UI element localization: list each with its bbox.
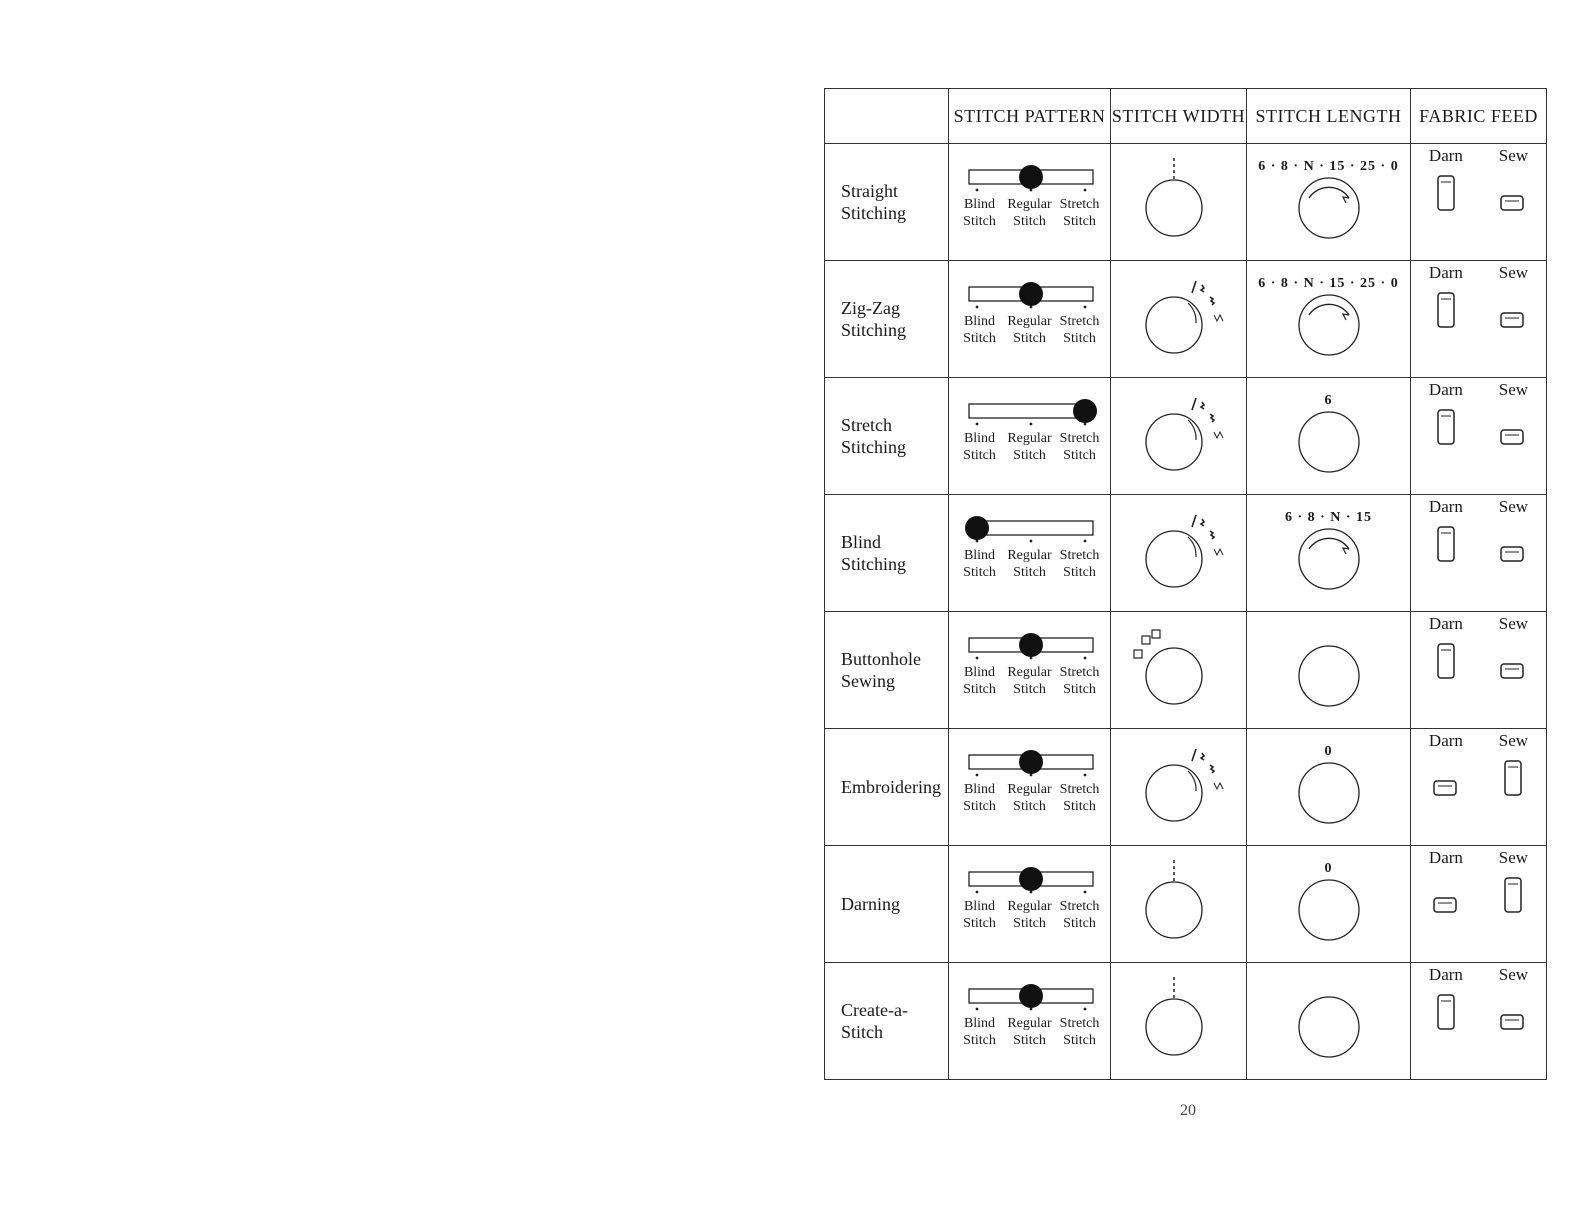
pattern-slider-icon (955, 628, 1105, 664)
stitch-length-dial (1247, 378, 1411, 495)
table-row (825, 963, 1547, 1080)
pattern-stitch-word: Stitch (1013, 564, 1046, 580)
stitch-pattern-selector (949, 963, 1111, 1080)
header-blank (825, 89, 949, 144)
pattern-label-stretch (1055, 196, 1105, 230)
pattern-label-regular (1005, 547, 1055, 581)
pattern-stitch-word: Stitch (1013, 1032, 1046, 1048)
feed-lever-tall-icon (1430, 408, 1460, 448)
feed-lever-tall-icon (1430, 993, 1460, 1033)
feed-label-sew: Sew (1498, 731, 1529, 750)
pattern-stitch-word: Stitch (963, 330, 996, 346)
table-row (825, 261, 1547, 378)
pattern-slider-icon (955, 745, 1105, 781)
pattern-stitch-word: Stitch (1063, 798, 1096, 814)
table-row (825, 144, 1547, 261)
fabric-feed-setting (1411, 846, 1547, 963)
fabric-feed-setting (1411, 378, 1547, 495)
pattern-name: Blind (963, 664, 996, 680)
pattern-label-stretch (1055, 664, 1105, 698)
stitch-width-dial (1111, 612, 1247, 729)
pattern-selector-knob (1019, 282, 1043, 306)
feed-lever-short-icon (1497, 426, 1527, 448)
stitch-pattern-selector (949, 729, 1111, 846)
table-row (825, 729, 1547, 846)
feed-label-darn: Darn (1428, 497, 1463, 516)
pattern-name: Stretch (1059, 781, 1100, 797)
pattern-label-blind (955, 196, 1005, 230)
stitch-width-dial (1111, 144, 1247, 261)
pattern-name: Blind (963, 430, 996, 446)
stitch-width-dial (1111, 495, 1247, 612)
pattern-name: Stretch (1059, 430, 1100, 446)
row-label: Stretch Stitching (825, 378, 949, 495)
fabric-feed-setting (1411, 729, 1547, 846)
page-number: 20 (1180, 1102, 1196, 1119)
row-label: Straight Stitching (825, 144, 949, 261)
pattern-stitch-word: Stitch (963, 915, 996, 931)
length-scale-label: 6 · 8 · N · 15 · 25 · 0 (1258, 275, 1399, 291)
feed-label-sew: Sew (1498, 146, 1529, 165)
left-blank-page (0, 0, 790, 1225)
length-scale-label: 0 (1324, 743, 1333, 759)
width-dial-icon (1124, 501, 1234, 601)
pattern-stitch-word: Stitch (1013, 330, 1046, 346)
header-stitch-length: STITCH LENGTH (1247, 89, 1411, 144)
stitch-pattern-selector (949, 261, 1111, 378)
pattern-label-stretch (1055, 430, 1105, 464)
pattern-slider-icon (955, 862, 1105, 898)
pattern-selector-knob (1019, 867, 1043, 891)
pattern-selector-knob (1073, 399, 1097, 423)
pattern-selector-knob (1019, 165, 1043, 189)
feed-lever-tall-icon (1430, 642, 1460, 682)
row-label: Darning (825, 846, 949, 963)
pattern-slider-icon (955, 277, 1105, 313)
feed-label-darn: Darn (1428, 731, 1463, 750)
pattern-stitch-word: Stitch (963, 447, 996, 463)
pattern-label-stretch (1055, 1015, 1105, 1049)
fabric-feed-setting (1411, 963, 1547, 1080)
pattern-stitch-word: Stitch (1063, 564, 1096, 580)
stitch-pattern-selector (949, 144, 1111, 261)
pattern-label-regular (1005, 781, 1055, 815)
feed-lever-tall-icon (1430, 174, 1460, 214)
pattern-name: Regular (1007, 898, 1052, 914)
feed-lever-tall-icon (1430, 291, 1460, 331)
row-label: Create-a-Stitch (825, 963, 949, 1080)
pattern-stitch-word: Stitch (963, 564, 996, 580)
stitch-width-dial (1111, 729, 1247, 846)
stitch-length-dial (1247, 963, 1411, 1080)
pattern-label-stretch (1055, 898, 1105, 932)
stitch-length-dial (1247, 846, 1411, 963)
feed-lever-short-icon (1497, 660, 1527, 682)
length-scale-label: 6 · 8 · N · 15 (1284, 509, 1373, 525)
stitch-pattern-selector (949, 612, 1111, 729)
stitch-pattern-selector (949, 846, 1111, 963)
pattern-name: Regular (1007, 313, 1052, 329)
pattern-name: Regular (1007, 547, 1052, 563)
pattern-name: Stretch (1059, 898, 1100, 914)
pattern-label-blind (955, 313, 1005, 347)
stitch-length-dial (1247, 612, 1411, 729)
row-label: Embroidering (825, 729, 949, 846)
pattern-stitch-word: Stitch (1063, 447, 1096, 463)
stitch-width-dial (1111, 963, 1247, 1080)
fabric-feed-setting (1411, 612, 1547, 729)
pattern-stitch-word: Stitch (1063, 681, 1096, 697)
stitch-length-dial (1247, 261, 1411, 378)
length-dial-icon (1254, 969, 1404, 1069)
pattern-name: Regular (1007, 196, 1052, 212)
pattern-name: Blind (963, 196, 996, 212)
pattern-label-blind (955, 781, 1005, 815)
pattern-label-stretch (1055, 547, 1105, 581)
header-stitch-width: STITCH WIDTH (1111, 89, 1247, 144)
feed-label-sew: Sew (1498, 263, 1529, 282)
pattern-label-regular (1005, 1015, 1055, 1049)
pattern-name: Blind (963, 1015, 996, 1031)
feed-label-darn: Darn (1428, 614, 1463, 633)
feed-label-darn: Darn (1428, 965, 1463, 984)
pattern-selector-knob (965, 516, 989, 540)
pattern-name: Regular (1007, 1015, 1052, 1031)
pattern-label-blind (955, 1015, 1005, 1049)
pattern-label-blind (955, 664, 1005, 698)
feed-lever-short-icon (1497, 192, 1527, 214)
pattern-name: Regular (1007, 664, 1052, 680)
pattern-name: Blind (963, 313, 996, 329)
width-dial-icon (1124, 267, 1234, 367)
stitch-pattern-selector (949, 495, 1111, 612)
table-row (825, 612, 1547, 729)
feed-lever-short-icon (1497, 1011, 1527, 1033)
feed-label-darn: Darn (1428, 380, 1463, 399)
pattern-name: Regular (1007, 430, 1052, 446)
pattern-label-regular (1005, 430, 1055, 464)
pattern-stitch-word: Stitch (1013, 798, 1046, 814)
pattern-stitch-word: Stitch (1013, 915, 1046, 931)
pattern-stitch-word: Stitch (963, 798, 996, 814)
feed-label-sew: Sew (1498, 965, 1529, 984)
pattern-label-regular (1005, 196, 1055, 230)
feed-label-sew: Sew (1498, 497, 1529, 516)
fabric-feed-setting (1411, 261, 1547, 378)
feed-lever-short-icon (1430, 894, 1460, 916)
stitch-length-dial (1247, 495, 1411, 612)
width-dial-icon (1124, 384, 1234, 484)
feed-lever-short-icon (1497, 543, 1527, 565)
pattern-label-blind (955, 430, 1005, 464)
stitch-width-dial (1111, 378, 1247, 495)
pattern-name: Stretch (1059, 547, 1100, 563)
feed-label-sew: Sew (1498, 380, 1529, 399)
stitch-width-dial (1111, 261, 1247, 378)
row-label: Zig-Zag Stitching (825, 261, 949, 378)
pattern-slider-icon (955, 160, 1105, 196)
feed-lever-short-icon (1430, 777, 1460, 799)
feed-label-sew: Sew (1498, 614, 1529, 633)
pattern-name: Stretch (1059, 313, 1100, 329)
pattern-stitch-word: Stitch (1013, 447, 1046, 463)
feed-label-darn: Darn (1428, 263, 1463, 282)
feed-lever-tall-icon (1497, 759, 1527, 799)
width-dial-icon (1124, 150, 1234, 250)
width-dial-icon (1124, 618, 1234, 718)
pattern-label-regular (1005, 313, 1055, 347)
pattern-stitch-word: Stitch (963, 681, 996, 697)
pattern-selector-knob (1019, 750, 1043, 774)
stitch-length-dial (1247, 729, 1411, 846)
pattern-stitch-word: Stitch (1063, 330, 1096, 346)
pattern-label-blind (955, 898, 1005, 932)
table-row (825, 846, 1547, 963)
header-fabric-feed: FABRIC FEED (1411, 89, 1547, 144)
pattern-slider-icon (955, 979, 1105, 1015)
pattern-label-stretch (1055, 313, 1105, 347)
pattern-slider-icon (955, 511, 1105, 547)
fabric-feed-setting (1411, 144, 1547, 261)
feed-lever-tall-icon (1497, 876, 1527, 916)
pattern-stitch-word: Stitch (1063, 1032, 1096, 1048)
pattern-label-regular (1005, 898, 1055, 932)
pattern-stitch-word: Stitch (1013, 213, 1046, 229)
pattern-label-stretch (1055, 781, 1105, 815)
pattern-name: Blind (963, 898, 996, 914)
pattern-stitch-word: Stitch (963, 213, 996, 229)
header-stitch-pattern: STITCH PATTERN (949, 89, 1111, 144)
pattern-name: Blind (963, 781, 996, 797)
feed-label-darn: Darn (1428, 848, 1463, 867)
pattern-name: Regular (1007, 781, 1052, 797)
table-row (825, 378, 1547, 495)
feed-label-darn: Darn (1428, 146, 1463, 165)
fabric-feed-setting (1411, 495, 1547, 612)
pattern-label-regular (1005, 664, 1055, 698)
pattern-stitch-word: Stitch (963, 1032, 996, 1048)
row-label: Blind Stitching (825, 495, 949, 612)
feed-lever-tall-icon (1430, 525, 1460, 565)
pattern-stitch-word: Stitch (1063, 213, 1096, 229)
pattern-stitch-word: Stitch (1013, 681, 1046, 697)
feed-lever-short-icon (1497, 309, 1527, 331)
stitch-width-dial (1111, 846, 1247, 963)
pattern-selector-knob (1019, 633, 1043, 657)
pattern-name: Blind (963, 547, 996, 563)
table-row (825, 495, 1547, 612)
pattern-slider-icon (955, 394, 1105, 430)
stitch-pattern-selector (949, 378, 1111, 495)
header-row (825, 89, 1547, 144)
length-scale-label: 6 (1324, 392, 1333, 408)
pattern-name: Stretch (1059, 1015, 1100, 1031)
stitch-length-dial (1247, 144, 1411, 261)
feed-label-sew: Sew (1498, 848, 1529, 867)
length-scale-label: 6 · 8 · N · 15 · 25 · 0 (1258, 158, 1399, 174)
width-dial-icon (1124, 969, 1234, 1069)
pattern-stitch-word: Stitch (1063, 915, 1096, 931)
pattern-selector-knob (1019, 984, 1043, 1008)
width-dial-icon (1124, 735, 1234, 835)
length-scale-label: 0 (1324, 860, 1333, 876)
stitch-settings-table (824, 88, 1547, 1080)
row-label: Buttonhole Sewing (825, 612, 949, 729)
pattern-name: Stretch (1059, 196, 1100, 212)
pattern-name: Stretch (1059, 664, 1100, 680)
length-dial-icon (1254, 618, 1404, 718)
pattern-label-blind (955, 547, 1005, 581)
width-dial-icon (1124, 852, 1234, 952)
